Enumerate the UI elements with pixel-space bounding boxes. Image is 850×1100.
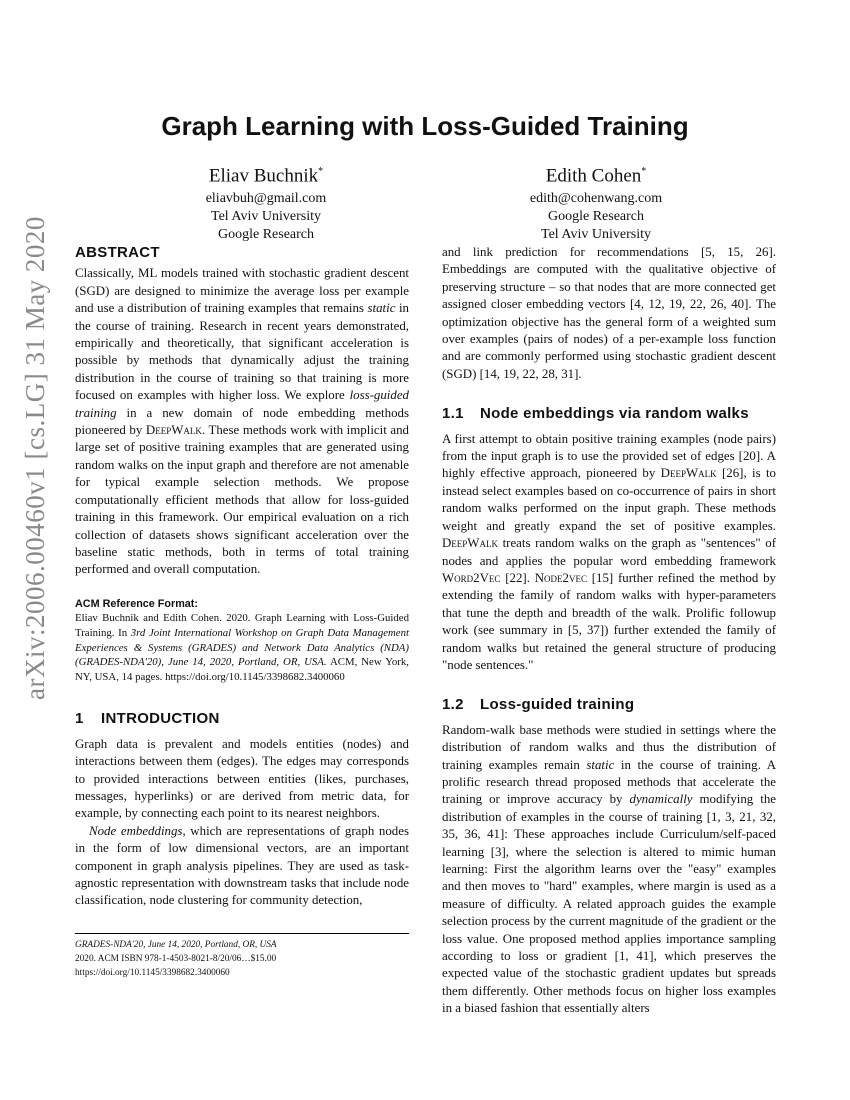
arxiv-stamp: arXiv:2006.00460v1 [cs.LG] 31 May 2020 bbox=[20, 216, 50, 700]
author-footnote-mark: * bbox=[318, 166, 324, 177]
author-affiliation: Google Research bbox=[217, 227, 315, 243]
abstract-heading: ABSTRACT bbox=[75, 244, 160, 261]
acm-reference bbox=[75, 597, 409, 685]
footnote-venue: GRADES-NDA'20, June 14, 2020, Portland, OR, USA bbox=[75, 940, 277, 950]
acm-reference-text: Eliav Buchnik and Edith Cohen. 2020. Graph Learning with Loss-Guided Training. In 3rd Joint International Workshop on Graph Data Management Experiences & Systems (GRADES) and Network Data Analytics (NDA) (GRADES-NDA'20), June 14, 2020, Portland, OR, USA. ACM, New York, NY, USA, 14 pages. https://doi.org/10.1145/3398682.3400060 bbox=[75, 612, 409, 683]
section-heading-introduction: 1 INTRODUCTION bbox=[75, 710, 220, 728]
node-embeddings-paragraph: A first attempt to obtain positive training examples (node pairs) from the input graph is to use the provided set of edges [20]. A highly effective approach, pioneered by DeepWalk [26], is to instead select examples based on co-occurrence of pairs in short random walks performed on the input graph. These methods weight and greatly expand the set of positive examples. DeepWalk treats random walks on the graph as "sentences" of nodes and applies the popular word embedding framework Word2Vec [22]. Node2vec [15] further refined the method by extending the family of random walks with hyper-parameters that tune the depth and breadth of the walk. Prolific followup work (see summary in [5, 37]) further extended the family of random walks but retained the general structure of producing "node sentences." bbox=[442, 431, 776, 672]
intro-paragraph: Graph data is prevalent and models entities (nodes) and interactions between them (edges). The edges may corresponds to provided interactions between entities (likes, purchases, messages, hyperlinks) or are derived from metric data, for example, by connecting each point to its nearest neighbors. bbox=[75, 736, 409, 821]
left-column bbox=[75, 244, 409, 910]
author-affiliation: Google Research bbox=[547, 209, 645, 225]
author-block bbox=[446, 160, 746, 244]
intro-paragraph: Node embeddings, which are representations of graph nodes in the form of low dimensional vectors, are an important component in graph analysis pipelines. They are used as task-agnostic representation with downstream tasks that include node classification, node clustering for community detection, bbox=[75, 823, 409, 908]
footnote-isbn: 2020. ACM ISBN 978-1-4503-8021-8/20/06…$15.00 bbox=[75, 954, 277, 964]
author-footnote-mark: * bbox=[641, 166, 647, 177]
author-affiliation: Tel Aviv University bbox=[541, 227, 651, 243]
author-affiliation: Tel Aviv University bbox=[211, 209, 321, 225]
section-heading-node-embeddings: 1.1 Node embeddings via random walks bbox=[442, 405, 749, 423]
loss-guided-paragraph: Random-walk base methods were studied in settings where the distribution of random walks and thus the distribution of training examples remain static in the course of training. A prolific research thread proposed methods that accelerate the training or improve accuracy by dynamically modifying the distribution of examples in the course of training [1, 3, 21, 32, 35, 36, 41]: These approaches include Curriculum/self-paced learning [3], where the selection is altered to mimic human learning: First the algorithm learns over the "easy" examples and then moves to "hard" examples, where margin is used as a measure of difficulty. A related approach guides the example selection process by the current magnitude of the gradient or the loss value. One proposed method applies importance sampling according to loss or gradient [1, 41], which preserves the expected value of the stochastic gradient updates but spreads them differently. Other methods focus on higher loss examples in a biased fashion that essentially alters bbox=[442, 722, 776, 1016]
abstract-text: Classically, ML models trained with stochastic gradient descent (SGD) are designed to minimize the average loss per example and use a distribution of training examples that remains static in the course of training. Research in recent years demonstrated, empirically and theoretically, that significant acceleration is possible by methods that dynamically adjust the training distribution in the course of training so that training is more focused on examples with higher loss. We explore loss-guided training in a new domain of node embedding methods pioneered by DeepWalk. These methods work with implicit and large set of positive training examples that are generated using random walks on the input graph and therefore are not amenable for typical example selection methods. We propose computationally efficient methods that allow for loss-guided training in this framework. Our empirical evaluation on a rich collection of datasets shows significant acceleration over the baseline static methods, both in terms of total training performed and overall computation. bbox=[75, 266, 409, 577]
intro-continued-paragraph: and link prediction for recommendations [5, 15, 26]. Embeddings are computed with the qualitative objective of preserving structure – so that nodes that are more connected get assigned closer embedding vectors [4, 12, 19, 22, 26, 40]. The optimization objective has the general form of a weighted sum over examples (pairs of nodes) of a per-example loss function and are commonly performed using stochastic gradient descent (SGD) [14, 19, 22, 28, 31]. bbox=[442, 245, 776, 381]
paper-title: Graph Learning with Loss-Guided Training bbox=[161, 111, 689, 141]
author-block bbox=[116, 160, 416, 244]
author-name: Edith Cohen* bbox=[545, 165, 647, 187]
right-column bbox=[442, 244, 776, 1018]
author-name: Eliav Buchnik* bbox=[208, 165, 324, 187]
section-heading-loss-guided-training: 1.2 Loss-guided training bbox=[442, 696, 635, 714]
footnote-doi: https://doi.org/10.1145/3398682.3400060 bbox=[75, 968, 230, 978]
footnote-block bbox=[75, 933, 409, 980]
author-email: edith@cohenwang.com bbox=[529, 191, 663, 207]
acm-reference-heading: ACM Reference Format: bbox=[75, 597, 198, 610]
author-email: eliavbuh@gmail.com bbox=[205, 191, 327, 207]
